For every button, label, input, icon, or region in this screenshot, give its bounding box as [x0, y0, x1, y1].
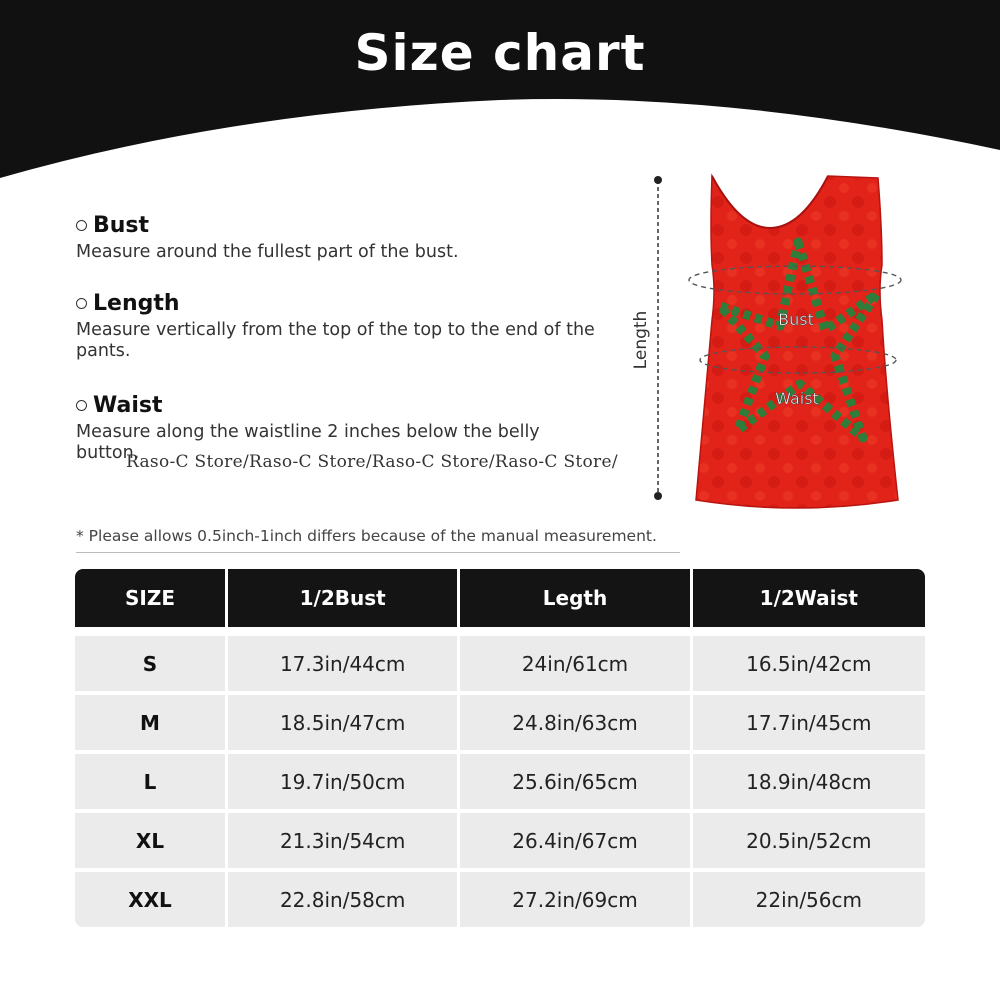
size-cell: XXL — [75, 872, 228, 927]
circle-bullet-icon — [76, 220, 87, 231]
waist-cell: 22in/56cm — [693, 872, 925, 927]
table-row — [75, 813, 925, 872]
tank-top-illustration — [620, 160, 920, 520]
length-cell: 27.2in/69cm — [460, 872, 692, 927]
waist-description: Measure along the waistline 2 inches below the belly button. — [76, 422, 540, 463]
length-description: Measure vertically from the top of the top to the end of the pants. — [76, 320, 595, 361]
length-cell: 24in/61cm — [460, 636, 692, 695]
table-row — [75, 754, 925, 813]
bust-cell: 17.3in/44cm — [228, 636, 460, 695]
bust-description: Measure around the fullest part of the bust. — [76, 242, 459, 262]
length-cell: 24.8in/63cm — [460, 695, 692, 754]
header-size: SIZE — [75, 569, 228, 627]
bust-label: Bust — [778, 310, 814, 329]
waist-label: Waist — [775, 389, 819, 408]
circle-bullet-icon — [76, 298, 87, 309]
divider — [76, 552, 680, 553]
bust-cell: 22.8in/58cm — [228, 872, 460, 927]
size-table — [75, 569, 925, 927]
table-header-row — [75, 569, 925, 627]
waist-cell: 20.5in/52cm — [693, 813, 925, 872]
store-watermark: Raso-C Store/Raso-C Store/Raso-C Store/Raso-C Store/ — [126, 452, 618, 472]
header-bust: 1/2Bust — [228, 569, 460, 627]
bust-title: Bust — [93, 213, 150, 238]
waist-cell: 18.9in/48cm — [693, 754, 925, 813]
header-length: Legth — [460, 569, 692, 627]
table-row — [75, 636, 925, 695]
bust-cell: 19.7in/50cm — [228, 754, 460, 813]
bust-measure — [76, 213, 596, 263]
waist-title: Waist — [93, 393, 163, 418]
size-cell: M — [75, 695, 228, 754]
bust-cell: 21.3in/54cm — [228, 813, 460, 872]
waist-cell: 16.5in/42cm — [693, 636, 925, 695]
size-cell: L — [75, 754, 228, 813]
circle-bullet-icon — [76, 400, 87, 411]
length-title: Length — [93, 291, 180, 316]
bust-cell: 18.5in/47cm — [228, 695, 460, 754]
table-row — [75, 695, 925, 754]
waist-cell: 17.7in/45cm — [693, 695, 925, 754]
size-cell: XL — [75, 813, 228, 872]
length-cell: 25.6in/65cm — [460, 754, 692, 813]
table-row — [75, 872, 925, 927]
length-cell: 26.4in/67cm — [460, 813, 692, 872]
size-cell: S — [75, 636, 228, 695]
length-label: Length — [631, 310, 651, 370]
header-waist: 1/2Waist — [693, 569, 925, 627]
page-title: Size chart — [354, 24, 646, 82]
measurement-note: * Please allows 0.5inch-1inch differs because of the manual measurement. — [76, 527, 657, 545]
length-measure — [76, 291, 596, 362]
